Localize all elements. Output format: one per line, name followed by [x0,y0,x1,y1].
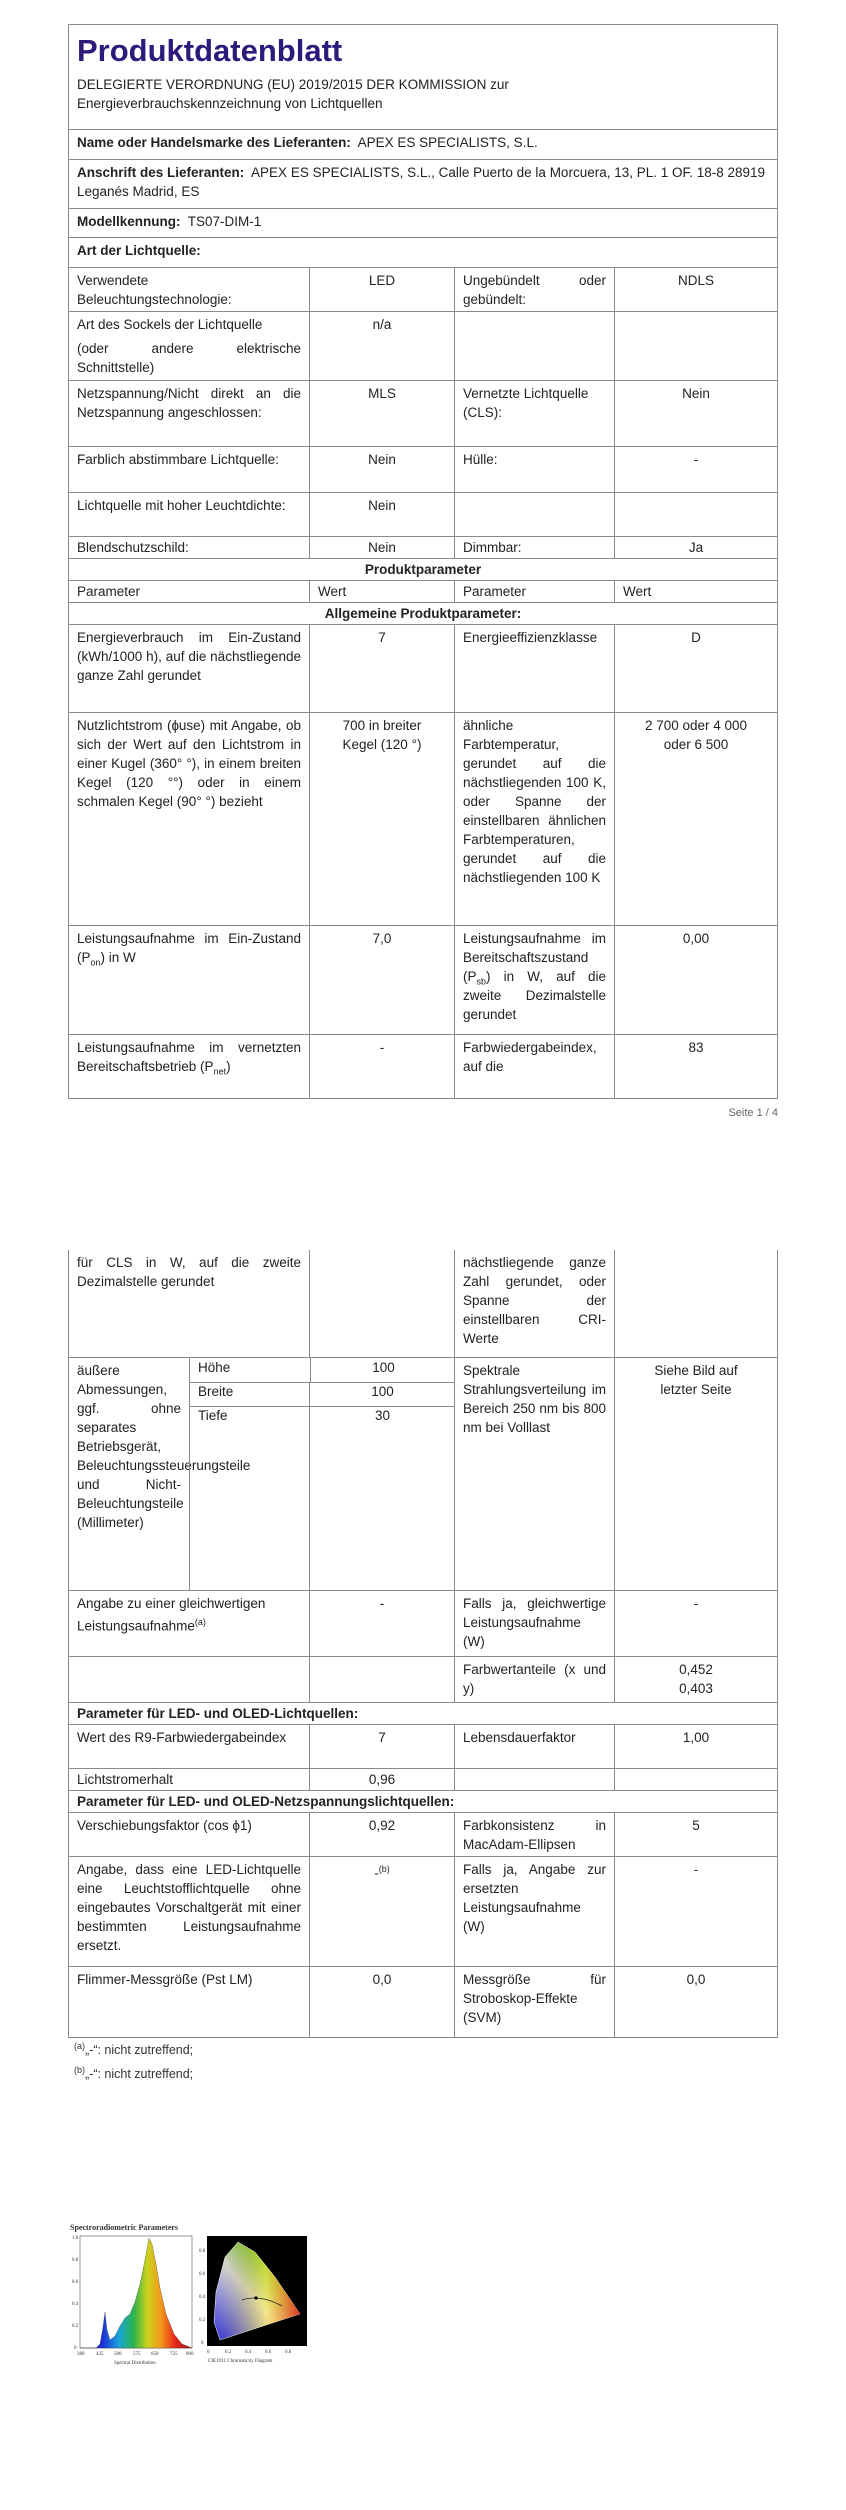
value-dimmable: Ja [614,537,777,558]
supplier-address-row [69,160,777,209]
spd-ytick: 0.2 [72,2324,79,2329]
cie-ytick: 0 [201,2341,204,2346]
spd-ytick: 0.8 [72,2258,79,2263]
regulation-subtitle: DELEGIERTE VERORDNUNG (EU) 2019/2015 DER KOMMISSION zur Energieverbrauchskennzeichnung von Lichtquellen [77,77,509,111]
value-maintenance: 0,96 [309,1769,454,1790]
value-survival: 1,00 [614,1725,777,1768]
supplier-address-label: Anschrift des Lieferanten: [77,165,245,180]
param-equivalent: Angabe zu einer gleichwertigen Leistungsaufnahme$^{(a)}$ [77,1596,266,1634]
model-row [69,209,777,238]
param-cls: Vernetzte Lichtquelle (CLS): [454,381,614,446]
param-socket-note: (oder andere elektrische Schnittstelle) [77,341,301,375]
page-2 [0,1250,846,2090]
cie-xtick: 0.4 [245,2350,252,2355]
cie-ytick: 0.8 [199,2249,206,2254]
value-r9: 7 [309,1725,454,1768]
table-row [69,493,777,537]
supplier-name-value: APEX ES SPECIALISTS, S.L. [357,135,538,150]
model-label: Modellkennung: [77,214,181,229]
spd-xtick: 380 [77,2352,85,2357]
value-tunable: Nein [309,447,454,492]
figures-svg [70,2222,390,2372]
value-cls: Nein [614,381,777,446]
value-dpf: 0,92 [309,1813,454,1856]
cie-chart [199,2236,307,2364]
param-high-luminance: Lichtquelle mit hoher Leuchtdichte: [77,498,286,513]
value-envelope: - [614,447,777,492]
param-replacement-ifyes: Falls ja, Angabe zur ersetzten Leistungsaufnahme (W) [454,1857,614,1966]
param-mains: Netzspannung/Nicht direkt an die Netzspannung angeschlossen: [77,386,301,420]
param-spd: Spektrale Strahlungsverteilung im Bereich 250 nm bis 800 nm bei Volllast [454,1358,614,1590]
param-macadam: Farbkonsistenz in MacAdam-Ellipsen [454,1813,614,1856]
value-equivalent: - [309,1591,454,1656]
param-envelope: Hülle: [454,447,614,492]
mains-heading-row [69,1791,777,1813]
col-param-1: Parameter [77,584,141,599]
value-flicker: 0,0 [309,1967,454,2037]
dim-value-width: 100 [371,1384,394,1399]
param-cri: Farbwiedergabeindex, auf die [454,1035,614,1098]
param-dimensions: äußere Abmessungen, ggf. ohne separates Betriebsgerät, Beleuchtungssteuerungsteile und Nicht-Beleuchtungsteile (Millimeter) [77,1363,251,1530]
page-title: Produktdatenblatt [77,33,343,68]
param-technology: Verwendete Beleuchtungstechnologie: [77,273,232,307]
cie-caption: CIE1931 Chromaticity Diagram [208,2359,273,2364]
cie-ytick: 0.4 [199,2295,206,2300]
value-high-luminance: Nein [309,493,454,536]
datasheet-table-page-2 [68,1250,778,2038]
param-flicker: Flimmer-Messgröße (Pst LM) [77,1972,253,1987]
param-glare-shield: Blendschutzschild: [77,540,189,555]
value-mains: MLS [309,381,454,446]
spd-xtick: 650 [151,2352,159,2357]
param-flux: Nutzlichtstrom (ɸuse) mit Angabe, ob sich der Wert auf den Lichtstrom in einer Kugel (360° °), in einem breiten Kegel (120 °°) oder in einem schmalen Kegel (90° °) bezieht [77,718,301,809]
col-param-2: Parameter [454,581,614,602]
table-row [69,1591,777,1657]
spd-xtick: 725 [170,2352,178,2357]
col-value-1: Wert [309,581,454,602]
dim-value-depth: 30 [374,1408,391,1423]
spd-xtick: 800 [186,2352,194,2357]
value-spd: Siehe Bild auf letzter Seite [614,1358,777,1590]
title-row [69,25,777,130]
param-chromaticity: Farbwertanteile (x und y) [454,1657,614,1702]
product-params-heading: Produktparameter [364,562,482,577]
light-type-heading: Art der Lichtquelle: [77,243,201,258]
value-ndls: NDLS [614,268,777,311]
cie-xtick: 0.8 [285,2350,292,2355]
value-psb: 0,00 [614,926,777,1034]
cie-ytick: 0.6 [199,2272,206,2277]
table-row [69,381,777,447]
value-pnet: - [309,1035,454,1098]
table-row [69,1657,777,1703]
dim-label-height: Höhe [198,1360,231,1375]
param-r9: Wert des R9-Farbwiedergabeindex [77,1730,287,1745]
value-chroma-y: 0,403 [679,1681,713,1696]
col-value-2: Wert [614,581,777,602]
spd-xtick: 500 [114,2352,122,2357]
dim-value-height: 100 [310,1358,456,1382]
value-eff-class: D [614,625,777,712]
led-params-heading: Parameter für LED- und OLED-Lichtquellen: [77,1706,359,1721]
supplier-name-row [69,130,777,160]
table-row [69,1250,777,1358]
table-row [69,625,777,713]
value-equivalent-ifyes: - [614,1591,777,1656]
param-socket: Art des Sockels der Lichtquelle [77,317,263,332]
figures-title: Spectroradiometric Parameters [70,2223,179,2232]
spd-chart [72,2236,194,2366]
footnote-a: $^{(a)}$„-“: nicht zutreffend; [74,2041,194,2058]
spectroradiometric-figures [70,2222,390,2372]
param-cct: ähnliche Farbtemperatur, gerundet auf die nächstliegenden 100 K, oder Spanne der einstellbaren ähnlichen Farbtemperaturen, gerundet auf die nächstliegenden 100 K [454,713,614,925]
dim-row-depth [190,1406,454,1430]
value-technology: LED [309,268,454,311]
supplier-address-value: APEX ES SPECIALISTS, S.L., Calle Puerto de la Morcuera, 13, PL. 1 OF. 18-8 28919 Leganés Madrid, ES [77,165,766,199]
spd-ytick: 1.0 [72,2236,79,2241]
cie-ytick: 0.2 [199,2318,206,2323]
value-glare-shield: Nein [309,537,454,558]
mains-params-heading: Parameter für LED- und OLED-Netzspannungslichtquellen: [77,1794,455,1809]
value-macadam: 5 [614,1813,777,1856]
model-value: TS07-DIM-1 [187,214,262,229]
led-heading-row [69,1703,777,1725]
param-equivalent-ifyes: Falls ja, gleichwertige Leistungsaufnahme (W) [454,1591,614,1656]
general-params-heading: Allgemeine Produktparameter: [324,606,522,621]
spd-ytick: 0 [74,2346,77,2351]
page-number: Seite 1 / 4 [728,1107,778,1119]
general-heading-row [69,603,777,625]
value-pon: 7,0 [309,926,454,1034]
spd-ytick: 0.4 [72,2302,79,2307]
dim-label-depth: Tiefe [198,1408,228,1423]
value-replacement: -$^{(b)}$ [309,1857,454,1966]
table-row [69,1813,777,1857]
param-energy: Energieverbrauch im Ein-Zustand (kWh/1000 h), auf die nächstliegende ganze Zahl gerundet [77,630,301,683]
light-type-heading-row [69,238,777,268]
table-row [69,1769,777,1791]
table-row [69,447,777,493]
value-replacement-ifyes: - [614,1857,777,1966]
param-pnet: Leistungsaufnahme im vernetzten Bereitschaftsbetrieb $(P_{net})$ [77,1040,301,1077]
dim-row-width [190,1382,454,1407]
value-socket: n/a [309,312,454,380]
datasheet-table-page-1 [68,24,778,1099]
param-cri-cont: nächstliegende ganze Zahl gerundet, oder Spanne der einstellbaren CRI-Werte [454,1250,614,1357]
page-1 [0,0,846,1119]
param-ndls: Ungebündelt oder gebündelt: [454,268,614,311]
dim-label-width: Breite [198,1384,234,1399]
param-pnet-cont: für CLS in W, auf die zweite Dezimalstelle gerundet [77,1255,301,1289]
value-cri: 83 [614,1035,777,1098]
cie-xtick: 0.2 [225,2350,232,2355]
product-params-heading-row [69,559,777,581]
table-row [69,312,777,381]
value-chroma-x: 0,452 [679,1662,713,1677]
spd-curve [80,2238,192,2348]
table-row [69,1967,777,2037]
value-flux: 700 in breiter Kegel (120 °) [309,713,454,925]
footnote-b: $^{(b)}$„-“: nicht zutreffend; [74,2065,194,2082]
table-row [69,713,777,926]
param-eff-class: Energieeffizienzklasse [454,625,614,712]
param-replacement: Angabe, dass eine LED-Lichtquelle eine Leuchtstofflichtquelle ohne eingebautes Vorschaltgerät mit einer bestimmten Leistungsaufnahme ersetzt. [77,1862,301,1953]
table-row [69,537,777,559]
cie-point [254,2296,257,2299]
value-cct: 2 700 oder 4 000 oder 6 500 [614,713,777,925]
spd-xtick: 425 [96,2352,104,2357]
dim-row-height [190,1358,454,1383]
cie-xtick: 0 [207,2350,210,2355]
value-svm: 0,0 [614,1967,777,2037]
spd-caption: Spectral Distribution [114,2361,156,2366]
table-row [69,1725,777,1769]
param-survival: Lebensdauerfaktor [454,1725,614,1768]
column-header-row [69,581,777,603]
param-dpf: Verschiebungsfaktor (cos ϕ1) [77,1818,252,1833]
table-row [69,1857,777,1967]
value-energy: 7 [309,625,454,712]
supplier-name-label: Name oder Handelsmarke des Lieferanten: [77,135,351,150]
table-row [69,926,777,1035]
table-row [69,268,777,312]
param-psb: Leistungsaufnahme im Bereitschaftszustand $(P_{sb})$ in W, auf die zweite Dezimalstelle gerundet [454,926,614,1034]
spd-ytick: 0.6 [72,2280,79,2285]
cie-xtick: 0.6 [265,2350,272,2355]
param-svm: Messgröße für Stroboskop-Effekte (SVM) [454,1967,614,2037]
param-dimmable: Dimmbar: [454,537,614,558]
param-pon: Leistungsaufnahme im Ein-Zustand $(P_{on})$ in W [77,931,301,968]
spd-xtick: 575 [133,2352,141,2357]
dimensions-row [69,1358,777,1591]
param-tunable: Farblich abstimmbare Lichtquelle: [77,452,279,467]
table-row [69,1035,777,1098]
param-maintenance: Lichtstromerhalt [77,1772,174,1787]
